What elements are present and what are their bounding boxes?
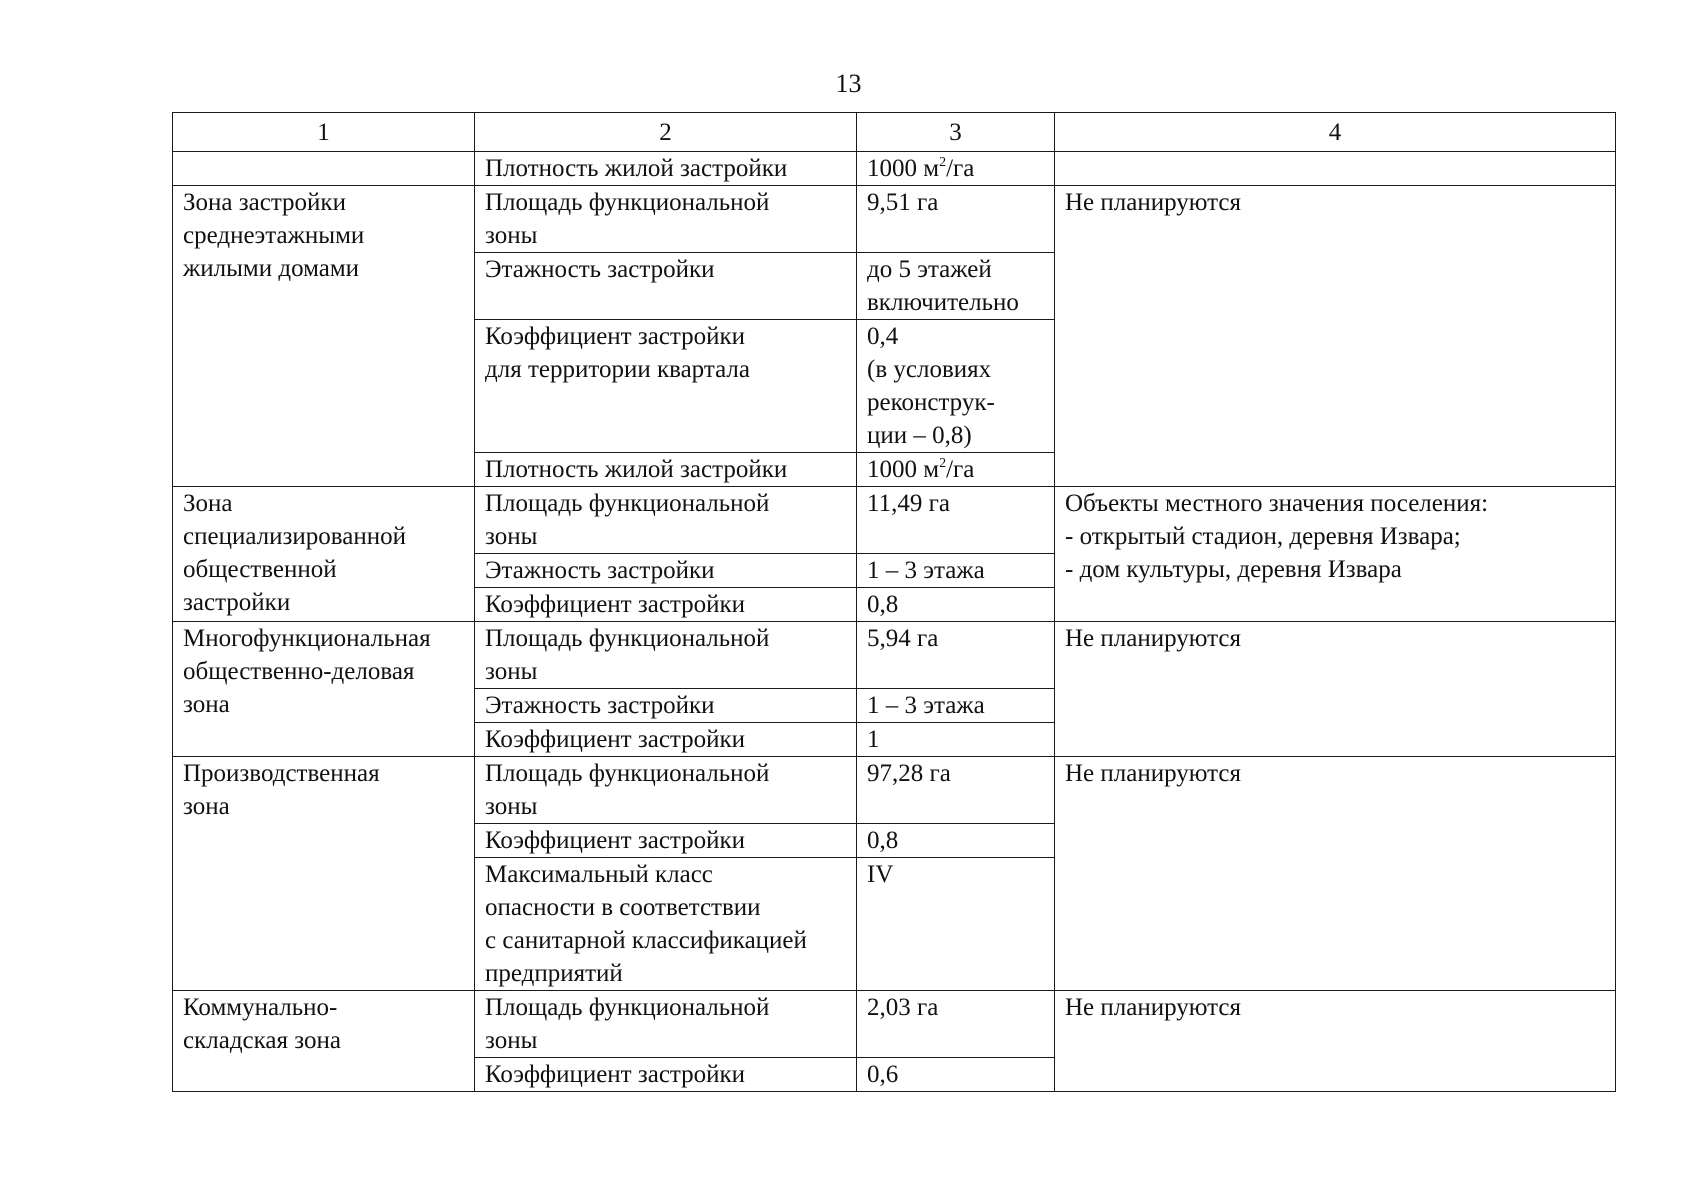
value-cell: 1 – 3 этажа [857,554,1055,588]
indicator-cell: Коэффициент застройки [475,588,857,622]
zone-name-cell: Зона застройки среднеэтажными жилыми домами [173,186,475,487]
indicator-cell: Плотность жилой застройки [475,152,857,186]
page-number: 13 [835,69,862,98]
indicator-cell: Коэффициент застройки [475,723,857,757]
zone-indicator-row [173,622,1616,689]
value-cell [857,152,1055,186]
value-cell: 5,94 га [857,622,1055,689]
column-header: 2 [475,113,857,152]
zone-name-cell: Многофункциональная общественно-деловая зона [173,622,475,757]
value-cell: 9,51 га [857,186,1055,253]
zone-indicator-row [173,487,1616,554]
zone-indicator-row [173,757,1616,824]
column-header: 1 [173,113,475,152]
objects-cell: Не планируются [1055,622,1616,757]
value-superscript: 2 [939,456,947,471]
value-cell: 0,4 (в условиях реконструк- ции – 0,8) [857,320,1055,453]
value-superscript: 2 [939,155,947,170]
indicator-cell: Площадь функциональной зоны [475,487,857,554]
zone-name-cell: Производственная зона [173,757,475,991]
value-cell: 1 [857,723,1055,757]
value-cell: IV [857,858,1055,991]
zone-name-cell [173,152,475,186]
indicator-cell: Этажность застройки [475,253,857,320]
column-header: 4 [1055,113,1616,152]
objects-cell [1055,152,1616,186]
value-cell: 11,49 га [857,487,1055,554]
indicator-cell: Коэффициент застройки [475,824,857,858]
value-number: 1000 м [867,155,940,182]
zone-indicator-row [173,186,1616,253]
zone-name-cell: Коммунально- складская зона [173,991,475,1092]
zone-indicator-row [173,991,1616,1058]
column-header: 3 [857,113,1055,152]
value-cell: до 5 этажей включительно [857,253,1055,320]
indicator-cell: Этажность застройки [475,554,857,588]
indicator-cell: Площадь функциональной зоны [475,186,857,253]
value-number: 1000 м [867,456,940,483]
indicator-cell: Коэффициент застройки [475,1058,857,1092]
zones-table [172,112,1616,1092]
value-unit: /га [946,456,975,483]
objects-cell: Не планируются [1055,757,1616,991]
zones-table-body [173,113,1616,1092]
objects-cell: Не планируются [1055,991,1616,1092]
value-cell: 2,03 га [857,991,1055,1058]
value-cell: 0,8 [857,588,1055,622]
zone-name-cell: Зона специализированной общественной застройки [173,487,475,622]
value-cell: 1 – 3 этажа [857,689,1055,723]
value-cell: 97,28 га [857,757,1055,824]
indicator-cell: Коэффициент застройки для территории квартала [475,320,857,453]
indicator-cell: Площадь функциональной зоны [475,622,857,689]
indicator-cell: Плотность жилой застройки [475,453,857,487]
value-cell: 0,6 [857,1058,1055,1092]
indicator-cell: Площадь функциональной зоны [475,991,857,1058]
continuation-row [173,152,1616,186]
value-cell [857,453,1055,487]
value-cell: 0,8 [857,824,1055,858]
indicator-cell: Этажность застройки [475,689,857,723]
indicator-cell: Площадь функциональной зоны [475,757,857,824]
objects-cell: Не планируются [1055,186,1616,487]
column-header-row [173,113,1616,152]
indicator-cell: Максимальный класс опасности в соответствии с санитарной классификацией предприятий [475,858,857,991]
value-unit: /га [946,155,975,182]
objects-cell: Объекты местного значения поселения: - открытый стадион, деревня Извара; - дом культуры, деревня Извара [1055,487,1616,622]
